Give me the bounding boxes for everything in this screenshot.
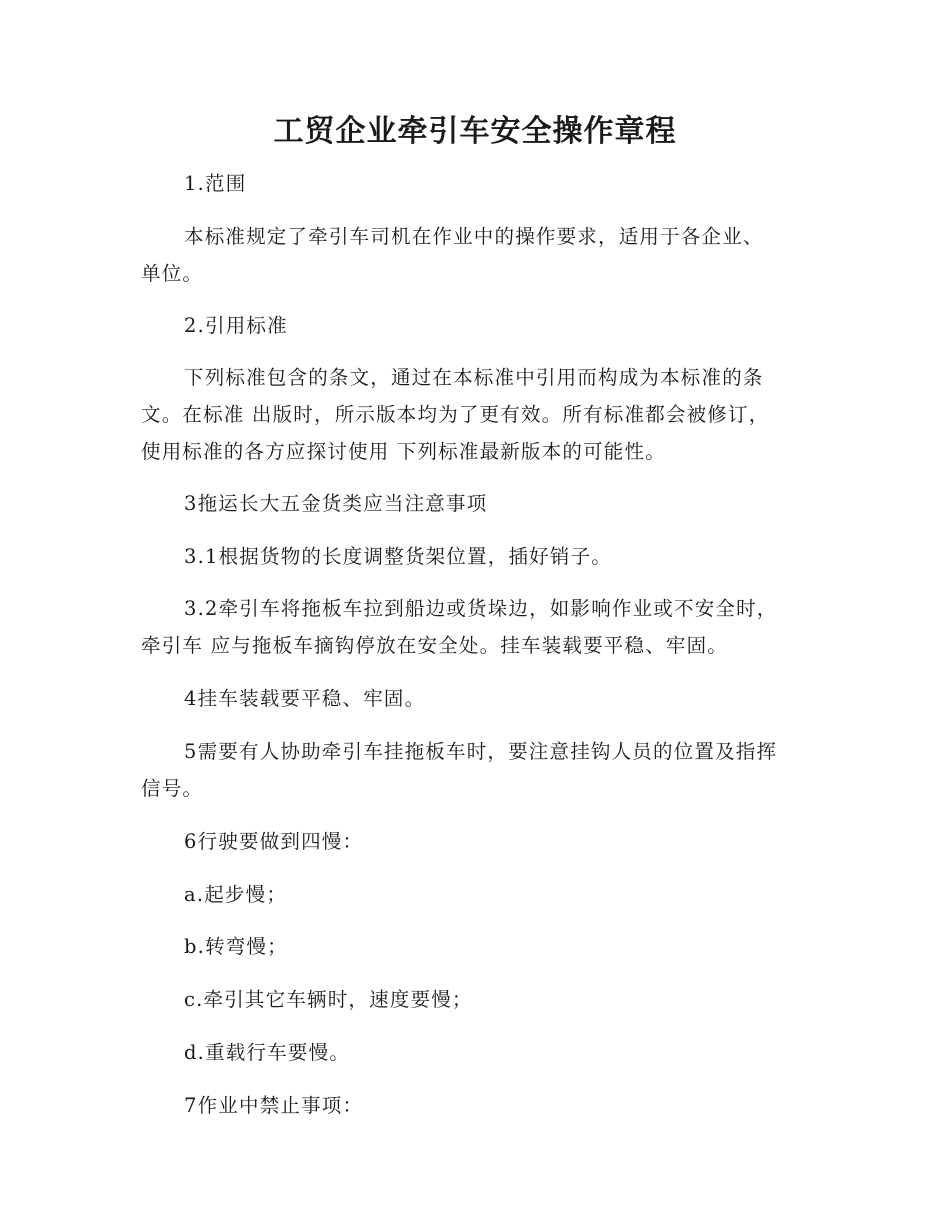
paragraph-references-text [141, 359, 811, 470]
list-item-a [141, 876, 811, 913]
paragraph-5 [141, 733, 811, 807]
paragraph-line: 本标准规定了牵引车司机在作业中的操作要求，适用于各企业、 [184, 225, 764, 248]
paragraph-line: 单位。 [141, 262, 204, 285]
section-heading-references [141, 307, 811, 344]
paragraph-scope-text [141, 218, 811, 292]
list-item-c [141, 981, 811, 1018]
paragraph-line: c.牵引其它车辆时，速度要慢； [184, 988, 473, 1011]
paragraph-line: b.转弯慢； [184, 935, 288, 958]
paragraph-4 [141, 680, 811, 717]
paragraph-line: 使用标准的各方应探讨使用 下列标准最新版本的可能性。 [141, 440, 666, 463]
paragraph-line: 文。在标准 出版时，所示版本均为了更有效。所有标准都会被修订， [141, 403, 770, 426]
paragraph-line: 5需要有人协助牵引车挂拖板车时，要注意挂钩人员的位置及指挥 [184, 740, 778, 763]
paragraph-6 [141, 823, 811, 860]
document-title: 工贸企业牵引车安全操作章程 [273, 114, 677, 149]
paragraph-line: 牵引车 应与拖板车摘钩停放在安全处。挂车装载要平稳、牢固。 [141, 634, 728, 657]
section-heading-scope [141, 165, 811, 202]
paragraph-line: 1.范围 [184, 172, 247, 195]
list-item-b [141, 928, 811, 965]
paragraph-line: 3拖运长大五金货类应当注意事项 [184, 492, 488, 515]
paragraph-line: 4挂车装载要平稳、牢固。 [184, 687, 426, 710]
section-heading-3 [141, 485, 811, 522]
paragraph-7 [141, 1087, 811, 1124]
paragraph-line: d.重载行车要慢。 [184, 1041, 350, 1064]
paragraph-line: 6行驶要做到四慢： [184, 830, 364, 853]
paragraph-3-1 [141, 538, 811, 575]
paragraph-line: 3.1根据货物的长度调整货架位置，插好销子。 [184, 545, 612, 568]
paragraph-line: 下列标准包含的条文，通过在本标准中引用而构成为本标准的条 [184, 366, 764, 389]
paragraph-line: 7作业中禁止事项： [184, 1094, 364, 1117]
list-item-d [141, 1034, 811, 1071]
paragraph-line: 3.2牵引车将拖板车拉到船边或货垛边，如影响作业或不安全时， [184, 597, 778, 620]
paragraph-3-2 [141, 590, 811, 664]
paragraph-line: 2.引用标准 [184, 314, 288, 337]
paragraph-line: a.起步慢； [184, 883, 288, 906]
paragraph-line: 信号。 [141, 777, 204, 800]
